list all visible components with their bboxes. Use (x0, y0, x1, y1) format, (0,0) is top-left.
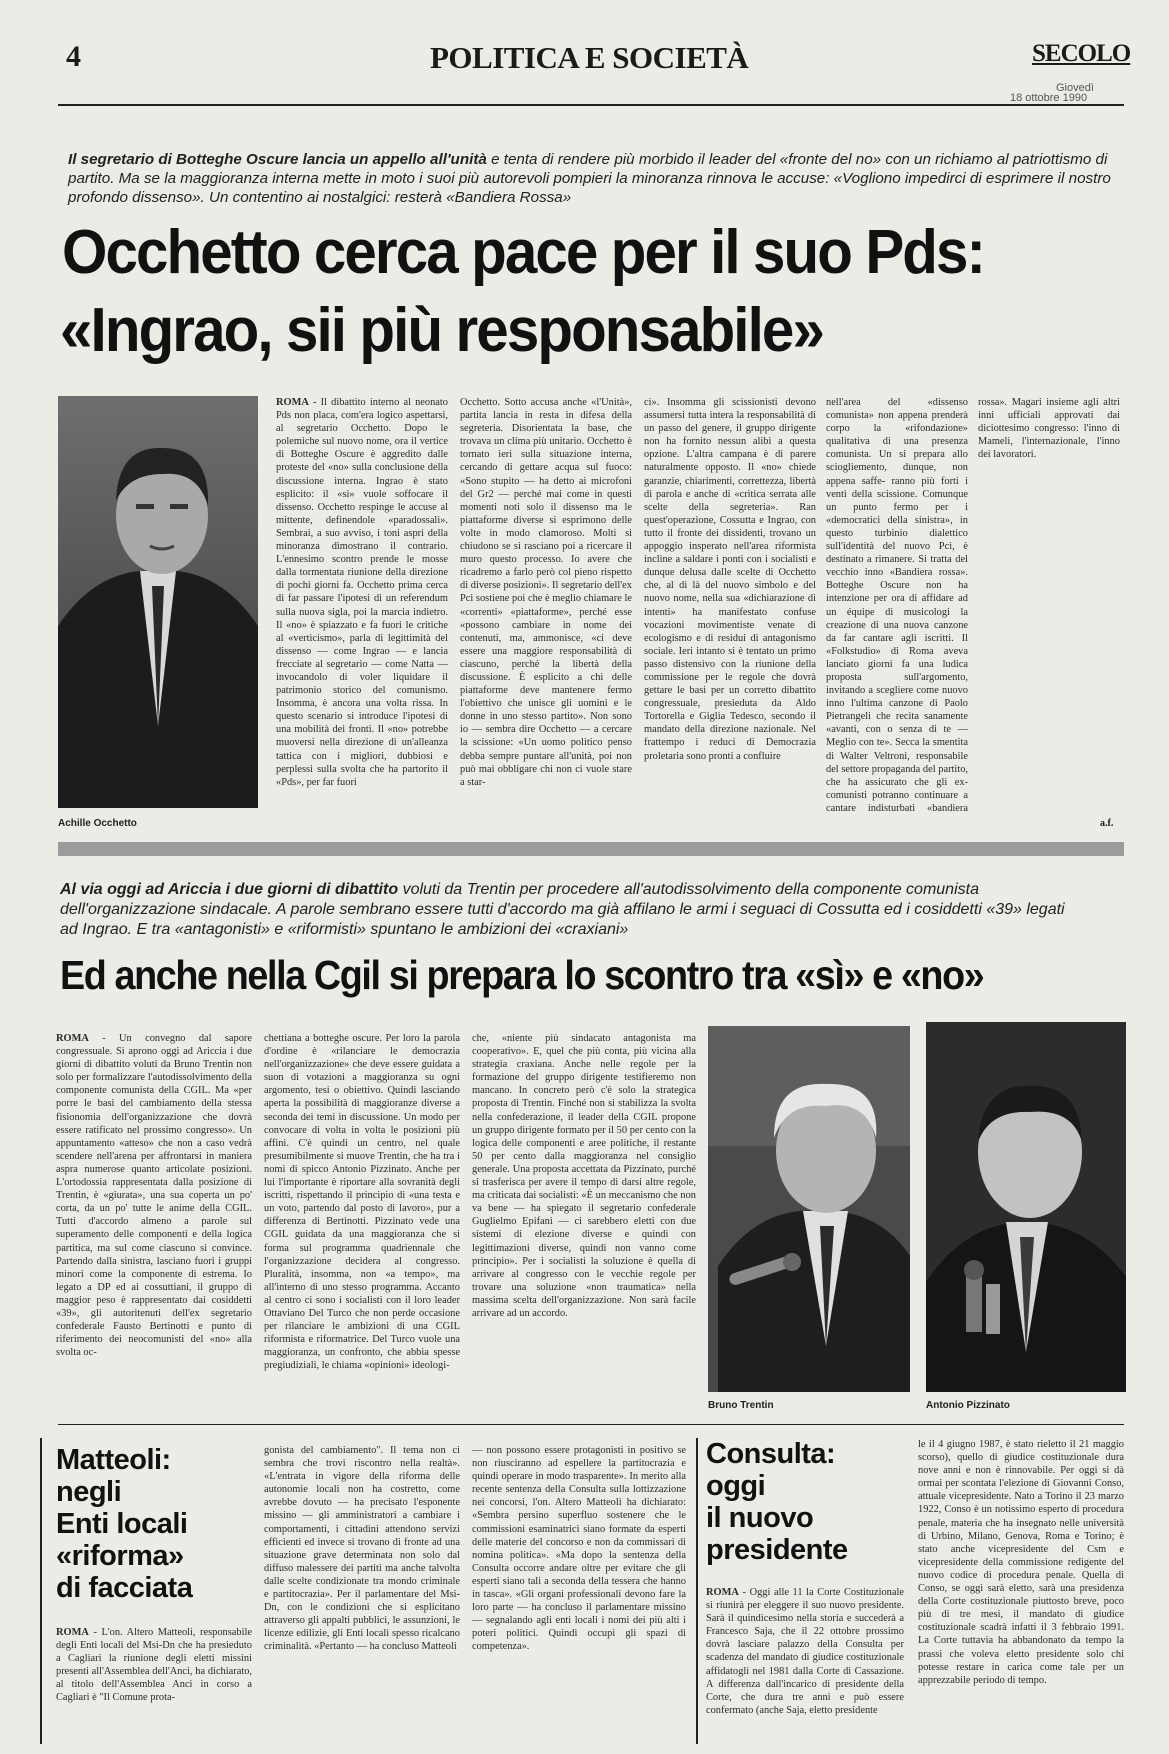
trentin-photo (708, 1026, 910, 1392)
consulta-title-line: il nuovo (706, 1502, 814, 1534)
matteoli-title (56, 1444, 266, 1604)
matteoli-dateline: ROMA (56, 1627, 89, 1638)
consulta-title-line: oggi (706, 1470, 766, 1502)
masthead-logo: SECOLO (1032, 40, 1131, 67)
article1-col1-text: - Il dibattito interno al neonato Pds non placa, com'era logico aspettarsi, al segretario Occhetto. Dopo le polemiche sul nuovo nome, ora il vertice di Botteghe Oscure è aggredito dalle proteste del «no» sulla conclusione della discussione interna. Ingrao è stato esplicito: il «sì» vuole soffocare il dissenso. Occhetto respinge le accuse al mittente, definendole «paradossali». Sembrai, a suo avviso, i toni aspri della minoranza dimostrano il contrario. L'ennesimo scontro prende le mosse dalla tormentata riunione della direzione di pochi giorni fa. Occhetto prima cerca di far passare l'ipotesi di un referendum sulla nuova sigla, poi la marcia indietro. Il «no» è spiazzato e fa fuori le critiche al «verticismo», parla di legittimità del dissenso — come Ingrao — e lancia frecciate al segretario — come Natta — invocandolo di voler liquidare il patrimonio storico del comunismo. Insomma, è ancora una volta rissa. In questo scenario si introduce l'ipotesi di una mobilità dei fronti. Il «no» potrebbe muoversi nella direzione di un'alleanza tattica con i migliori, dubbiosi e perplessi sulla svolta che ha partorito il «Pds», per far fuori (276, 397, 448, 788)
matteoli-box-left-border (40, 1438, 42, 1744)
article2-column-3: che, «niente più sindacato antagonista ma cooperativo». E, quel che più conta, più vicina alla strategia craxiana. Anche nelle regole per la formazione del gruppo dirigente testifieremo non mancano. In concreto però c'è solo la strategica proposta di Trentin. Finché non si stabilizza la svolta nella confederazione, il leader della CGIL propone un gruppo dirigente formato per il 50 per cento con la logica delle componenti e aree politiche, il restante 50 per cento dalla maggioranza nel consiglio generale. Una proposta accettata da Pizzinato, purché si trasferisca per avere il tempo di darsi altre regole, ma criticata dai socialisti: «È un meccanismo che non va bene — ha spiegato il segretario confederale Guglielmo Epifani — ci sarebbero eletti con due sistemi di elezione diverse e quindi con legittimazioni diverse, quindi non vanno come principio». Per i socialisti la soluzione è quella di arrivare al congresso con le vecchie regole per trovare una soluzione «non traumatica» nella massima scelta dell'organizzazione. Non sarà facile arrivare ad un accordo. (472, 1033, 696, 1319)
article1-column-3: ci». Insomma gli scissionisti devono assumersi tutta intera la responsabilità di un passo del genere, il gruppo dirigente non ha fornito nessun alibi a questa opzione. L'altra campana è di parere naturalmente opposto. Il «no» chiede garanzie, chiarimenti, correttezza, libertà di parola e anche di «critica serrata alle scelte della segreteria». Ran quest'operazione, Cossutta e Ingrao, con tutto il fronte dei dissidenti, trovano un appoggio insperato nell'area riformista incline a saldare i ponti con i socialisti e dunque delusa dalle scelte di Occhetto che, al di là del nuovo simbolo e del nuovo nome, nella sua «dichiarazione di intenti» ha manifestato confuse vocazioni movimentiste venate di ecologismo e di residui di antagonismo sociale. Ieri intanto si è tentato un primo passo distensivo con la riunione della commissione per le regole che dovrà gettare le basi per un corretto dibattito congressuale, presieduta da Aldo Tortorella e Giglia Tedesco, secondo il mandato della direzione nazionale. Nel frattempo i reduci di Democrazia proletaria sono pronti a confluire (644, 397, 816, 762)
consulta-title-line: Consulta: (706, 1438, 836, 1470)
article2-kicker-rest: voluti da Trentin per procedere all'autodissolvimento della componente comunista dell'organizzazione sindacale. A parole sembrano essere tutti d'accordo ma già affilano le armi i seguaci di Cossutta ed i cosiddetti «39» legati ad Ingrao. E tra «antagonisti» e «riformisti» spuntano le ambizioni dei «craxiani» (60, 881, 1065, 938)
article2-column-2: chettiana a botteghe oscure. Per loro la parola d'ordine è «rilanciare le democrazia nell'organizzazione» che deve essere guidata a suon di votazioni a maggioranza su ogni argomento, tesi o obiettivo. Quindi lasciando aperta la possibilità di maggioranze diverse a seconda dei temi in discussione. Un modo per convocare di volta in volta le posizioni più affini. C'è quindi un centro, nel quale presumibilmente si muove Trentin, che ha tra i nomi di spicco Antonio Pizzinato. Anche per lui l'importante è riportare alla sovranità degli iscritti, rispettando il principio di «una testa e un voto, partendo dal posto di lavoro», pur a differenza di Bertinotti. Pizzinato vede una CGIL guidata da una maggioranza che si forma sul programma quadriennale che l'organizzazione decidera al congresso. Pluralità, insomma, non «a tempo», ma all'interno di uno stesso programma. Accanto al centro ci sono i socialisti con il loro leader Ottaviano Del Turco che non perde occasione per rilanciare le ambizioni di una CGIL riformista e riformatrice. Del Turco vuole una maggioranza, un confronto, che abbia spesse pregiudiziali, le chiama «opinioni» ideologi- (264, 1033, 460, 1372)
trentin-photo-caption: Bruno Trentin (708, 1400, 774, 1411)
consulta-column-2: le il 4 giugno 1987, è stato rieletto il 21 maggio scorso), quello di giudice costituzionale dura nove anni e non è rinnovabile. Per oggi si dà ormai per scontata l'elezione di Giovanni Conso, attuale vicepresidente. Nato a Torino il 23 marzo 1922, Conso è un notissimo esperto di procedura penale, materia che ha insegnato nelle università di Urbino, Milano, Genova, Roma e Torino; è stato anche vicepresidente del Csm e vicepresidente della commissione redigente del nuovo codice di procedura penale. Quella di Conso, se oggi sarà eletto, sarà una presidenza della Corte costituzionale piuttosto breve, poco più di tre mesi, il mandato di giudice costituzionale scadrà infatti il 3 febbraio 1991. La Corte tuttavia ha abbandonato da tempo la prassi che voleva eletto presidente solo chi potesse restare in carica come tale per un apprezzabile periodo di tempo. (918, 1439, 1124, 1686)
consulta-title-line: presidente (706, 1534, 848, 1566)
article2-column-1 (56, 1032, 252, 1414)
date-full: 18 ottobre 1990 (1010, 92, 1088, 104)
matteoli-title-line: «riforma» (56, 1540, 184, 1572)
date-weekday: Giovedì (1056, 82, 1094, 94)
article1-dateline: ROMA (276, 397, 309, 408)
article1-column-4: nell'area del «dissenso comunista» non appena prenderà corpo la «rifondazione» qualitativa di una presenza comunista. Un si prepara allo sciogliemento, dunque, non appena saffe- ranno più forti i venti della scissione. Comunque un punto fermo per i «democratici della sinistra», in questo turbinio dialettico sull'identità del nuovo Pci, è destinato a rimanere. Si tratta del vecchio inno «Bandiera rossa». Botteghe Oscure non ha intenzione per ora di affidare ad un équipe di musicologi la creazione di una nuova canzone da far cantare agli iscritti. Il «Folkstudio» di Roma aveva lanciato giorni fa una ludica proposta sull'argomento, invitando a scegliere come nuovo inno l'ultima canzone di Paolo Pietrangeli che recita sanamente «avanti, con o senza di te — Meglio con te». Secca la smentita di Walter Veltroni, responsabile del settore propaganda del partito, che ha assicurato che gli ex-comunisti potranno continuare a cantare indisturbati «bandiera rossa». Magari insieme agli altri inni ufficiali approvati dai diciottesimo congresso: l'inno di Mameli, l'internazionale, l'inno dei lavoratori. (826, 397, 1120, 814)
article2-headline: Ed anche nella Cgil si prepara lo scontro tra «sì» e «no» (60, 952, 984, 998)
pizzinato-photo (926, 1022, 1126, 1392)
occhetto-photo-caption: Achille Occhetto (58, 818, 137, 829)
article1-headline-line1: Occhetto cerca pace per il suo Pds: (62, 218, 985, 287)
header-rule (58, 104, 1124, 106)
consulta-dateline: ROMA (706, 1587, 739, 1598)
consulta-col1-text: - Oggi alle 11 la Corte Costituzionale si riunirà per eleggere il suo nuovo presidente. Sarà il quindicesimo nella storia e succederà a Francesco Saja, che il 22 ottobre prossimo dovrà lasciare palazzo della Consulta per scadenza del mandato di giudice costituzionale affidatogli nel 1981 dalla Corte di Cassazione. A differenza dall'incarico di presidente della Corte, che dura tre anni e può essere confermato (anche Saja, eletto presidente (706, 1587, 904, 1716)
matteoli-title-line: di facciata (56, 1572, 193, 1604)
bottom-section-rule (58, 1424, 1124, 1425)
page-number: 4 (66, 40, 81, 73)
matteoli-title-line: Enti locali (56, 1508, 188, 1540)
occhetto-portrait-image (58, 396, 258, 808)
article1-kicker (68, 150, 1116, 207)
matteoli-col1-text: - L'on. Altero Matteoli, responsabile degli Enti locali del Msi-Dn che ha presieduto a Cagliari la riunione degli eletti missini presenti all'Assemblea dell'Anci, ha dichiarato, al titolo dell'Assemblea Anci in corso a Cagliari è "Il Comune prota- (56, 1627, 252, 1704)
consulta-column-1 (706, 1586, 904, 1744)
matteoli-column-1 (56, 1626, 252, 1744)
article1-kicker-rest: e tenta di rendere più morbido il leader del «fronte del no» con un richiamo al patriottismo di partito. Ma se la maggioranza interna mette in moto i suoi più autorevoli pompieri la minoranza rinnova le accuse: «Vogliono impedirci di esprimere il nostro profondo dissenso». Un contentino ai nostalgici: resterà «Bandiera Rossa» (68, 151, 1111, 206)
consulta-box-left-border (696, 1438, 698, 1744)
article1-signature: a.f. (1100, 818, 1114, 829)
article-separator-bar (58, 842, 1124, 856)
pizzinato-portrait-image (926, 1022, 1126, 1392)
matteoli-title-line: negli (56, 1476, 122, 1508)
pizzinato-photo-caption: Antonio Pizzinato (926, 1400, 1010, 1411)
article2-col1-text: - Un convegno dal sapore congressuale. Si aprono oggi ad Ariccia i due giorni di dibattito voluti da Bruno Trentin non solo per formalizzare l'autodissolvimento della componente comunista della CGIL. Ma «per porre le basi del cambiamento della stessa fisionomia dell'organizzazione che dovrà essere ratificato nel prossimo congresso». Un appuntamento «atteso» che non a caso vedrà scendere nell'arena per affrontarsi in maniera aspra numerose quanto articolate posizioni. L'ortodossia rappresentata dalla posizione di Trentin, è «giurata», una sua coperta un po' corta, da un po' tutte le anime della CGIL. Tutti d'accordo almeno a parole sul superamento delle componenti e della logica partitica, ma sul come ciascuno si convince. Partendo dalla sinistra, lasciano fuori i gruppi minori come la componente di estrema. Io legato a DP ed ai cossuttiani, il gruppo di maggior peso è rappresentato dai cosiddetti «39», gli autoritenuti dell'ex segretario confederale Fausto Bertinotti e punto di riferimento dei neocomunisti del «no» alla svolta oc- (56, 1033, 252, 1359)
trentin-portrait-image (708, 1026, 910, 1392)
article2-kicker (60, 880, 1080, 940)
article1-column-1 (276, 396, 448, 830)
occhetto-photo (58, 396, 258, 808)
matteoli-column-2: gonista del cambiamento". Il tema non ci sembra che trovi riscontro nella realtà». «L'entrata in vigore della riforma delle autonomie locali non ha costretto, come avrebbe dovuto — ha precisato l'esponente missino — gli amministratori a cambiare i comportamenti, i cittadini attendono servizi efficienti ed invece si trovano di fronte ad una situazione grave determinata non solo dal diffuso malessere dei partiti ma anche talvolta dalle scelte condizionate tra mondo criminale e partitocrazia». Per il parlamentare del Msi-Dn, con le condizioni che si esplicitano attraverso gli appalti pubblici, le assunzioni, le licenze edilizie, gli Enti locali spesso ricalcano criminalità. «Pertanto — ha concluso Matteoli (264, 1445, 460, 1653)
section-title: POLITICA E SOCIETÀ (430, 40, 749, 75)
consulta-title (706, 1438, 906, 1566)
article2-dateline: ROMA (56, 1033, 89, 1044)
matteoli-title-line: Matteoli: (56, 1444, 171, 1476)
article2-kicker-lead: Al via oggi ad Ariccia i due giorni di dibattito (60, 881, 399, 898)
article1-headline-line2: «Ingrao, sii più responsabile» (60, 296, 824, 365)
article1-kicker-lead: Il segretario di Botteghe Oscure lancia un appello all'unità (68, 151, 487, 168)
matteoli-column-3: — non possono essere protagonisti in positivo se non riusciranno ad espellere la partitocrazia e quindi operare in modo trasparente». In merito alla recente sentenza della Consulta sulla lottizzazione nei concorsi, l'on. Altero Matteoli ha dichiarato: «Sembra persino superfluo sostenere che le commissioni esaminatrici siano formate da esperti delle materie del concorso e non da commissari di nomina politica». «Ma dopo la sentenza della Consulta occorre andare oltre per evitare che gli esperti siano tali a seconda della tessera che hanno in tasca». «Gli organi professionali devono fare la loro parte — ha concluso il parlamentare missino — segnalando agli enti locali i nomi dei più alti i poteri politici. Quindi occupi gli spazi di competenza». (472, 1445, 686, 1653)
article1-column-2: Occhetto. Sotto accusa anche «l'Unità», partita lancia in resta in difesa della segreteria. Disorientata la base, che trovava un clima più unitario. Occhetto è tornato ieri sulla situazione interna, cercando di gettare acqua sul fuoco: «Sono stupito — ha detto ai microfoni del Gr2 — perché mai come in questi momenti noti solo il dissenso ma le piattaforme diverse si esprimono delle volte in modo clamoroso. Molti si chiudono se si rasciano poi a ricercare il muro questo processo. Io avere che ricadremo a farlo però col pieno rispetto di diverse posizioni». Il segretario dell'ex Pci sostiene poi che è meglio chiamare le «correnti» «piattaforme», perché esse «possono cambiare in nome dei contenuti, ma, ammonisce, «ci deve essere una maggiore responsabilità di ciascuno, perché la libertà della discussione. È esplicito a chi delle piattaforme deve mantenere fermo l'obiettivo che unisce gli uomini e le donne in uno stesso partito». Non sono io — sembra dire Occhetto — a cercare la scissione: «Un uomo politico penso debba sempre puntare all'unità, poi non può mai obbligare chi non ci vuole stare a star- (460, 397, 632, 788)
